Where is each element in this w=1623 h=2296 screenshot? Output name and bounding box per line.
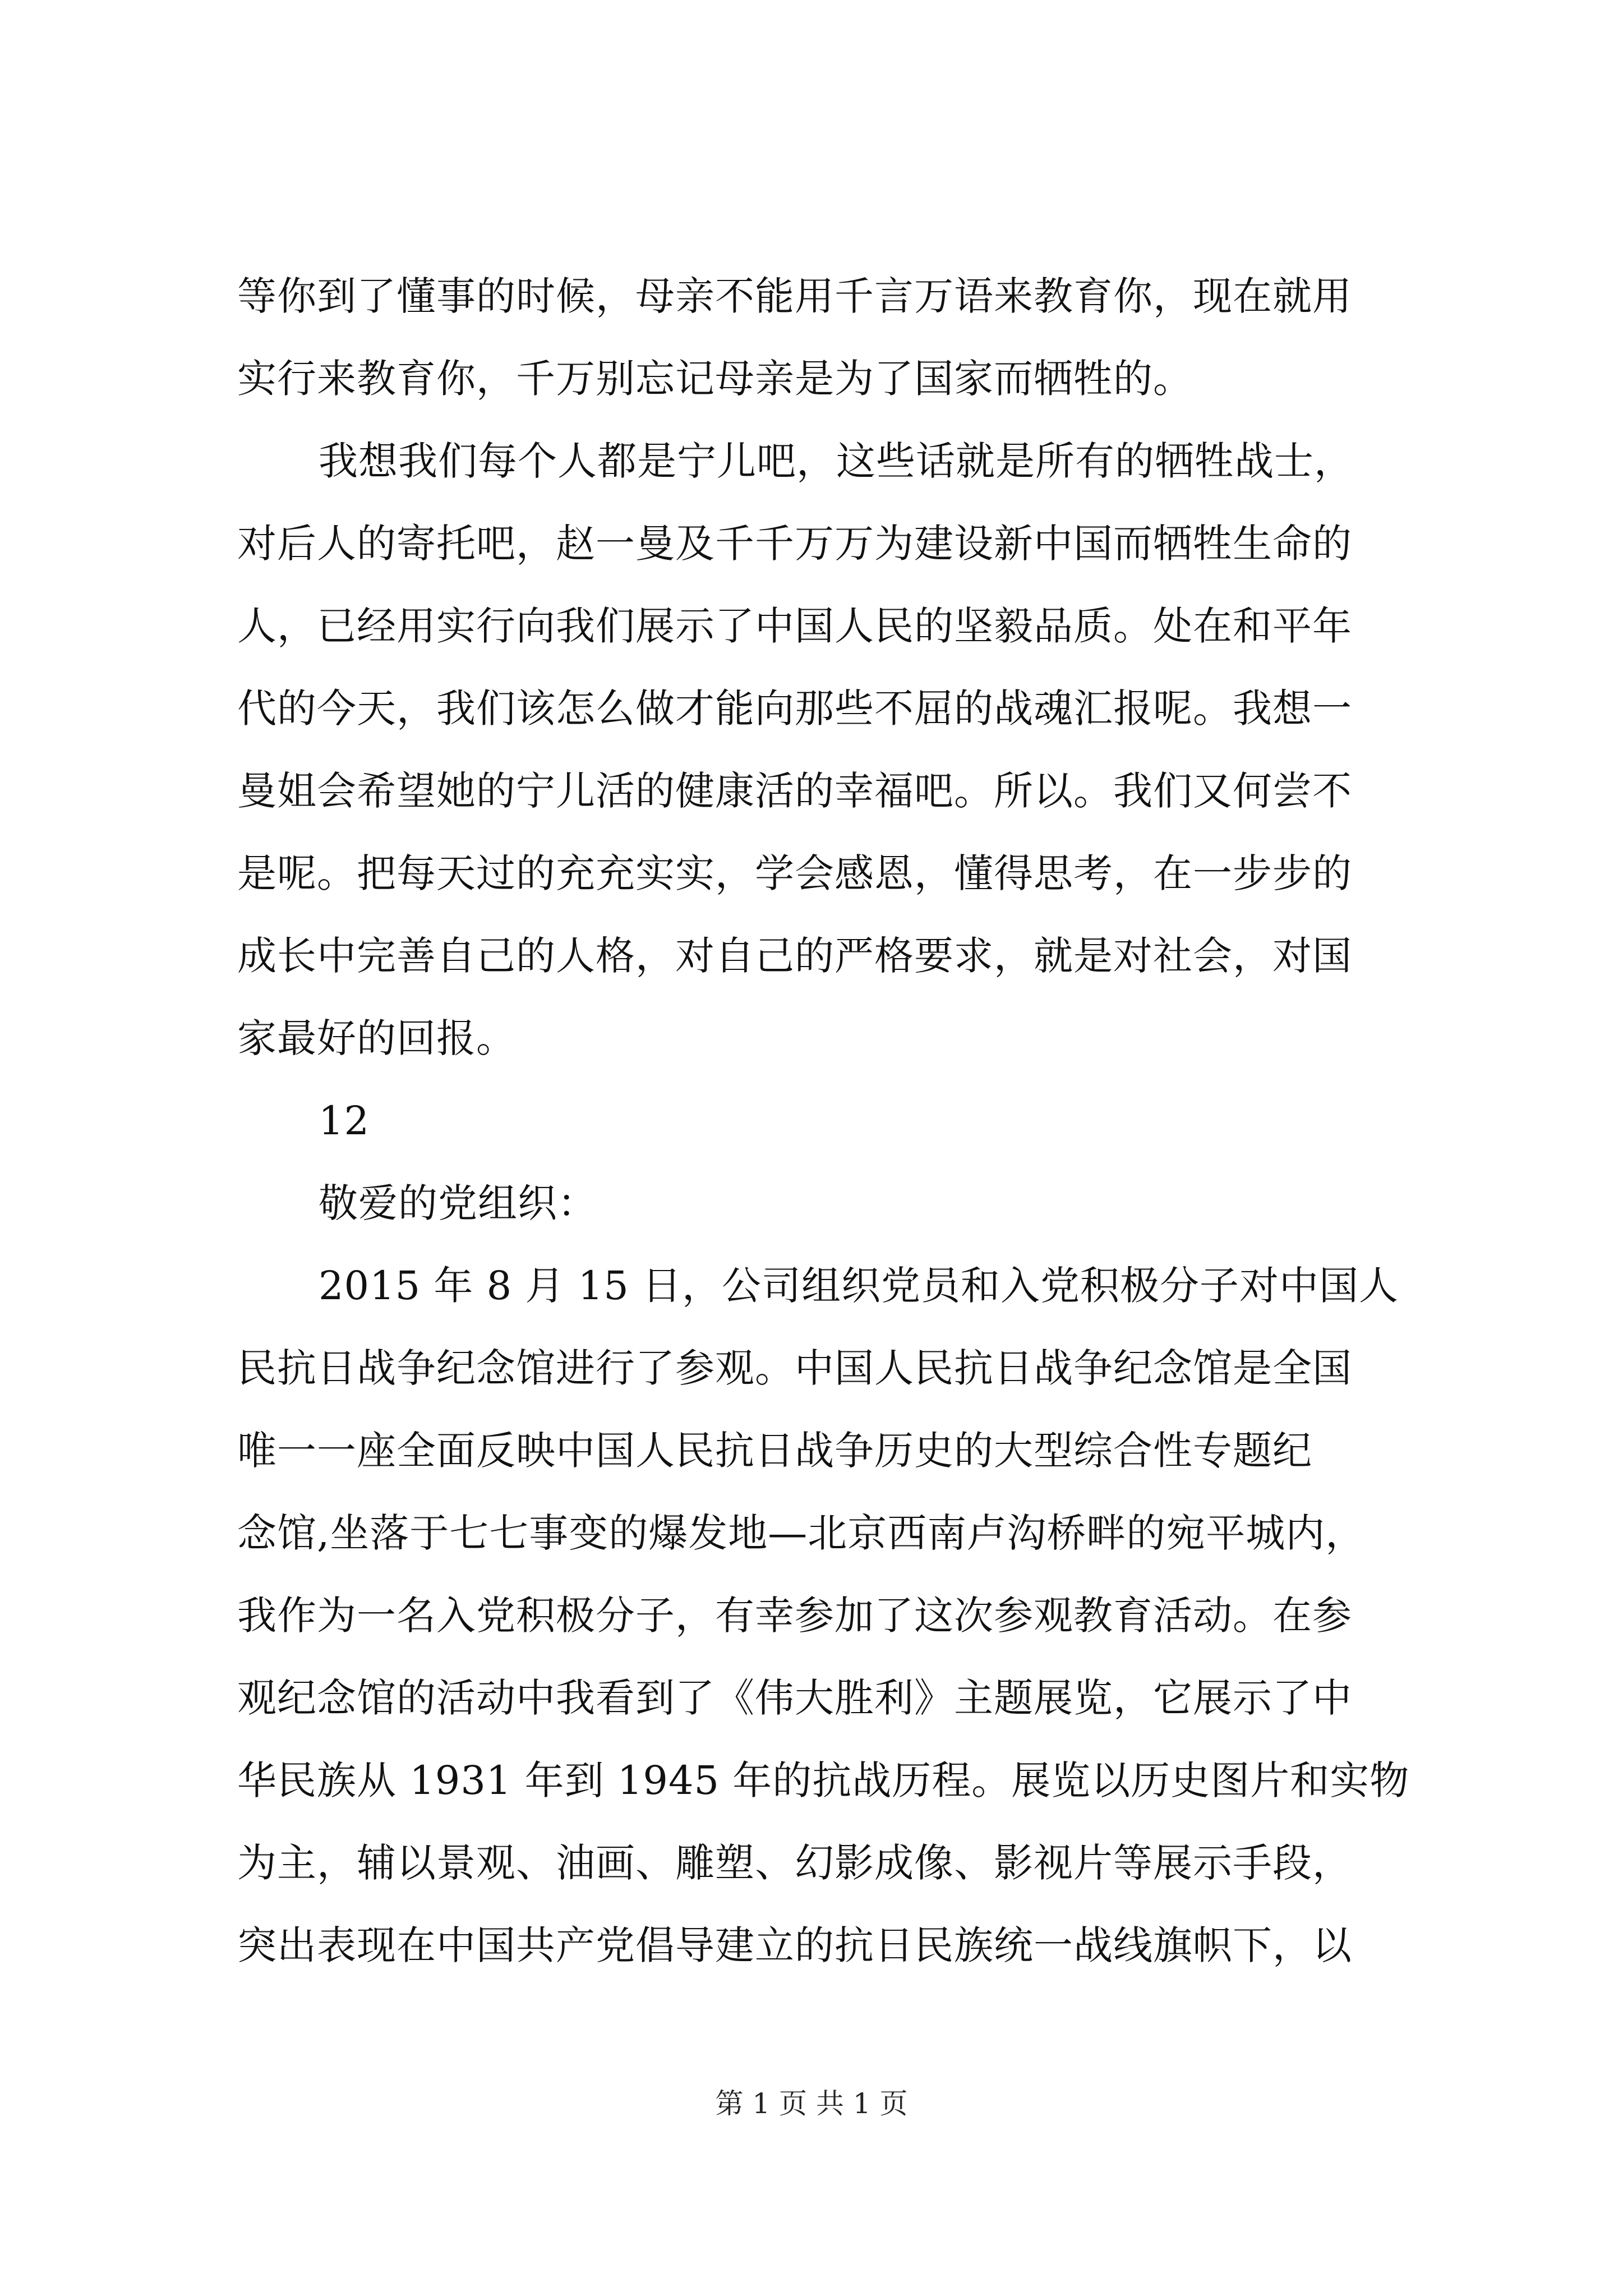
- text-line: 2015 年 8 月 15 日，公司组织党员和入党积极分子对中国人: [319, 1263, 1399, 1309]
- text-line: 是呢。把每天过的充充实实，学会感恩，懂得思考，在一步步的: [237, 850, 1352, 896]
- text-line: 曼姐会希望她的宁儿活的健康活的幸福吧。所以。我们又何尝不: [237, 768, 1352, 814]
- text-line: 等你到了懂事的时候，母亲不能用千言万语来教育你，现在就用: [237, 273, 1352, 319]
- text-line: 华民族从 1931 年到 1945 年的抗战历程。展览以历史图片和实物: [237, 1757, 1410, 1803]
- text-line: 民抗日战争纪念馆进行了参观。中国人民抗日战争纪念馆是全国: [237, 1345, 1352, 1391]
- text-line: 敬爱的党组织：: [319, 1180, 597, 1226]
- document-body: [237, 255, 1460, 1987]
- text-line: 突出表现在中国共产党倡导建立的抗日民族统一战线旗帜下，以: [237, 1922, 1352, 1968]
- text-line: 念馆,坐落于七七事变的爆发地—北京西南卢沟桥畔的宛平城内，: [237, 1510, 1366, 1556]
- text-line: 人，已经用实行向我们展示了中国人民的坚毅品质。处在和平年: [237, 603, 1352, 649]
- text-line: 我想我们每个人都是宁儿吧，这些话就是所有的牺牲战士，: [319, 438, 1354, 484]
- text-line: 成长中完善自己的人格，对自己的严格要求，就是对社会，对国: [237, 933, 1352, 979]
- page-footer: 第 1 页 共 1 页: [715, 2087, 908, 2120]
- text-line: 观纪念馆的活动中我看到了《伟大胜利》主题展览，它展示了中: [237, 1675, 1352, 1721]
- text-line: 为主，辅以景观、油画、雕塑、幻影成像、影视片等展示手段，: [237, 1840, 1352, 1886]
- text-line: 家最好的回报。: [237, 1015, 516, 1061]
- text-line: 实行来教育你，千万别忘记母亲是为了国家而牺牲的。: [237, 356, 1193, 402]
- text-line: 唯一一座全面反映中国人民抗日战争历史的大型综合性专题纪: [237, 1428, 1312, 1474]
- text-line: 我作为一名入党积极分子，有幸参加了这次参观教育活动。在参: [237, 1593, 1352, 1639]
- text-line: 代的今天，我们该怎么做才能向那些不屈的战魂汇报呢。我想一: [237, 685, 1352, 731]
- text-line: 12: [319, 1098, 370, 1144]
- text-line: 对后人的寄托吧，赵一曼及千千万万为建设新中国而牺牲生命的: [237, 521, 1352, 567]
